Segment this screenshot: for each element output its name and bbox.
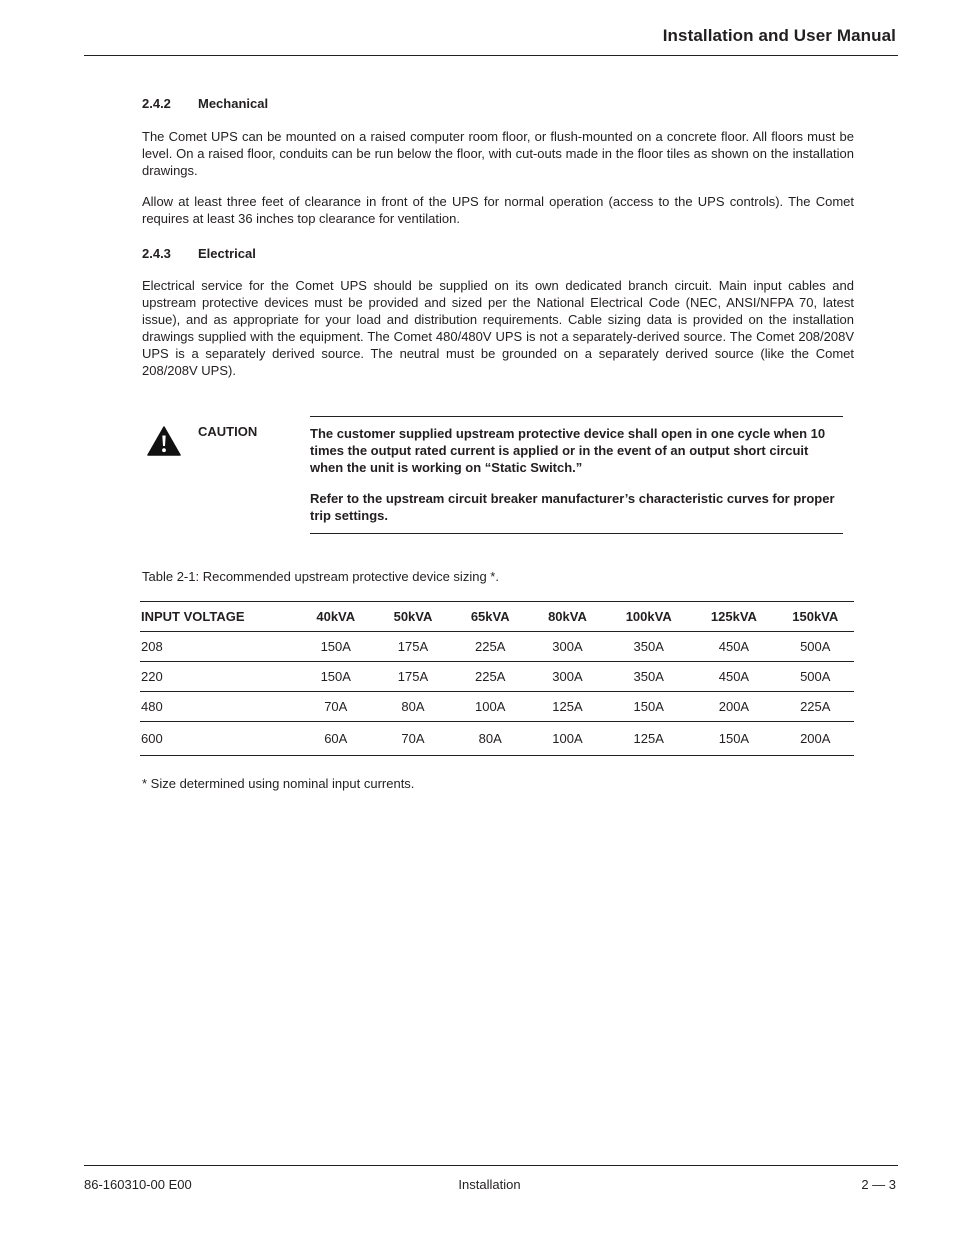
table-cell: 175A	[374, 662, 451, 692]
page-header-title: Installation and User Manual	[662, 26, 896, 45]
paragraph: Electrical service for the Comet UPS should be supplied on its own dedicated branch circuit. Main input cables and upstream protective devices must be provided and sized per the National Electrical Code (NEC, ANSI/NFPA 70, latest issue), and as appropriate for your load and distribution requirements. Cable sizing data is provided on the installation drawings supplied with the equipment. The Comet 480/480V UPS is not a separately-derived source. The Comet 208/208V UPS is a separately derived source. The neutral must be grounded on a separately derived source (like the Comet 208/208V UPS).	[142, 278, 854, 378]
footer-chapter: Installation	[458, 1177, 521, 1192]
table-cell: 80A	[374, 692, 451, 722]
column-header: 50kVA	[374, 602, 451, 632]
table-cell: 150A	[606, 692, 691, 722]
column-header: INPUT VOLTAGE	[140, 602, 297, 632]
paragraph: Allow at least three feet of clearance in front of the UPS for normal operation (access to the UPS controls). The Comet requires at least 36 inches top clearance for ventilation.	[142, 194, 854, 226]
caution-text-box	[310, 416, 843, 534]
table-cell: 100A	[529, 722, 606, 756]
table-caption: Table 2-1: Recommended upstream protective device sizing *.	[142, 569, 499, 584]
table-header-row	[140, 602, 854, 632]
main-content	[142, 96, 854, 379]
table-cell: 225A	[452, 632, 529, 662]
caution-text: The customer supplied upstream protective device shall open in one cycle when 10 times the output rated current is applied or in the event of an output short circuit when the unit is working on “Static Switch.”	[310, 426, 826, 475]
table-cell: 70A	[374, 722, 451, 756]
table-cell: 80A	[452, 722, 529, 756]
caution-label: CAUTION	[198, 424, 258, 439]
table-row	[140, 722, 854, 756]
section-number: 2.4.2	[142, 96, 171, 111]
footer-page-number: 2 — 3	[861, 1177, 896, 1192]
table-cell: 500A	[777, 662, 854, 692]
footer-doc-number: 86-160310-00 E00	[84, 1177, 192, 1192]
footer-divider	[84, 1165, 898, 1166]
section-heading-mechanical	[142, 96, 854, 112]
section-title: Mechanical	[198, 96, 269, 111]
table-cell: 225A	[777, 692, 854, 722]
table-cell: 60A	[297, 722, 374, 756]
column-header: 150kVA	[777, 602, 854, 632]
table-row	[140, 632, 854, 662]
paragraph: The Comet UPS can be mounted on a raised computer room floor, or flush-mounted on a concrete floor. All floors must be level. On a raised floor, conduits can be run below the floor, with cut-outs made in the floor tiles as shown on the installation drawings.	[142, 129, 854, 178]
table-cell: 225A	[452, 662, 529, 692]
table-cell: 350A	[606, 632, 691, 662]
column-header: 40kVA	[297, 602, 374, 632]
table-cell: 450A	[691, 662, 776, 692]
table-cell: 450A	[691, 632, 776, 662]
column-header: 125kVA	[691, 602, 776, 632]
section-number: 2.4.3	[142, 246, 171, 261]
column-header: 65kVA	[452, 602, 529, 632]
device-sizing-table	[140, 601, 854, 756]
table-cell: 200A	[691, 692, 776, 722]
table-cell: 125A	[529, 692, 606, 722]
table-row	[140, 662, 854, 692]
warning-triangle-icon	[147, 426, 181, 456]
section-heading-electrical	[142, 246, 854, 262]
table-cell: 300A	[529, 662, 606, 692]
column-header: 100kVA	[606, 602, 691, 632]
table-cell: 480	[140, 692, 297, 722]
section-title: Electrical	[198, 246, 256, 261]
table-cell: 150A	[297, 632, 374, 662]
caution-notice	[142, 416, 854, 534]
table-cell: 100A	[452, 692, 529, 722]
table-row	[140, 692, 854, 722]
table-cell: 150A	[691, 722, 776, 756]
table-cell: 125A	[606, 722, 691, 756]
table-cell: 200A	[777, 722, 854, 756]
table-cell: 208	[140, 632, 297, 662]
table-cell: 220	[140, 662, 297, 692]
header-divider	[84, 55, 898, 56]
table-cell: 175A	[374, 632, 451, 662]
table-cell: 300A	[529, 632, 606, 662]
table-cell: 350A	[606, 662, 691, 692]
table-cell: 500A	[777, 632, 854, 662]
column-header: 80kVA	[529, 602, 606, 632]
table-cell: 600	[140, 722, 297, 756]
table-cell: 70A	[297, 692, 374, 722]
caution-text: Refer to the upstream circuit breaker manufacturer’s characteristic curves for proper trip settings.	[310, 491, 835, 523]
table-cell: 150A	[297, 662, 374, 692]
table-footnote: * Size determined using nominal input currents.	[142, 776, 415, 791]
